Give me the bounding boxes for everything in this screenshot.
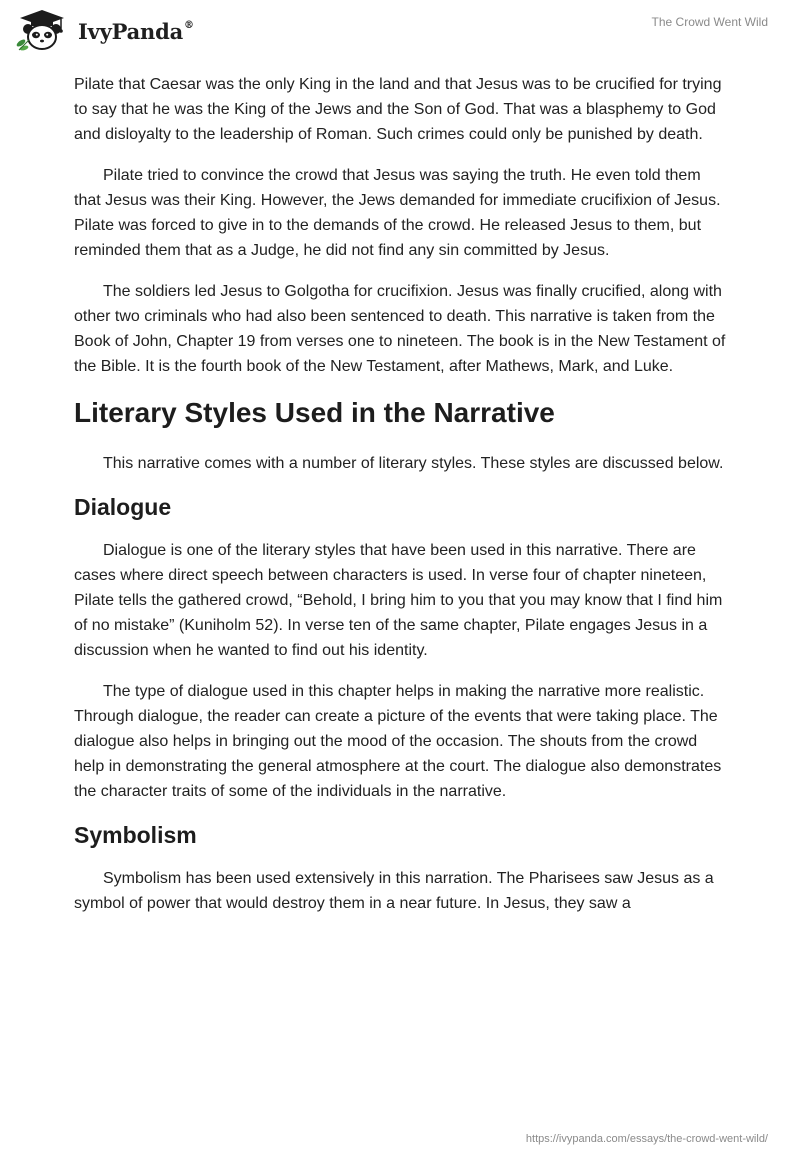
logo-wordmark [78, 19, 194, 44]
essay-body [74, 72, 728, 932]
registered-mark: ® [184, 19, 194, 31]
panda-graduate-icon [14, 8, 70, 52]
logo[interactable] [14, 8, 194, 52]
section-heading-literary-styles: Literary Styles Used in the Narrative [74, 397, 555, 428]
paragraph: This narrative comes with a number of literary styles. These styles are discussed below. [103, 455, 724, 472]
paragraph: Pilate tried to convince the crowd that Jesus was saying the truth. He even told them that Jesus was their King. However, the Jews demanded for immediate crucifixion of Jesus. Pilate was forced to give in to the demands of the crowd. He released Jesus to them, but reminded them that as a Judge, he did not find any sin committed by Jesus. [74, 167, 721, 259]
subsection-heading-symbolism: Symbolism [74, 822, 197, 848]
document-title: The Crowd Went Wild [651, 15, 768, 29]
paragraph: Pilate that Caesar was the only King in the land and that Jesus was to be crucified for trying to say that he was the King of the Jews and the Son of God. That was a blasphemy to God and disloyalty to the leadership of Roman. Such crimes could only be punished by death. [74, 76, 722, 143]
paragraph: Dialogue is one of the literary styles that have been used in this narrative. There are cases where direct speech between characters is used. In verse four of chapter nineteen, Pilate tells the gathered crowd, “Behold, I bring him to you that you may know that I find him of no mistake” (Kuniholm 52). In verse ten of the same chapter, Pilate engages Jesus in a discussion when he wanted to find out his identity. [74, 542, 723, 659]
paragraph: The soldiers led Jesus to Golgotha for crucifixion. Jesus was finally crucified, along with other two criminals who had also been sentenced to death. This narrative is taken from the Book of John, Chapter 19 from verses one to nineteen. The book is in the New Testament of the Bible. It is the fourth book of the New Testament, after Mathews, Mark, and Luke. [74, 283, 726, 375]
paragraph: The type of dialogue used in this chapter helps in making the narrative more realistic. Through dialogue, the reader can create a picture of the events that were taking place. The dialogue also helps in bringing out the mood of the occasion. The shouts from the crowd help in demonstrating the general atmosphere at the court. The dialogue also demonstrates the character traits of some of the individuals in the narrative. [74, 683, 722, 800]
footer-url[interactable]: https://ivypanda.com/essays/the-crowd-went-wild/ [525, 1133, 768, 1145]
logo-name: IvyPanda [78, 18, 184, 44]
subsection-heading-dialogue: Dialogue [74, 494, 172, 520]
page-header [0, 0, 800, 60]
paragraph: Symbolism has been used extensively in this narration. The Pharisees saw Jesus as a symbol of power that would destroy them in a near future. In Jesus, they saw a [74, 870, 714, 912]
